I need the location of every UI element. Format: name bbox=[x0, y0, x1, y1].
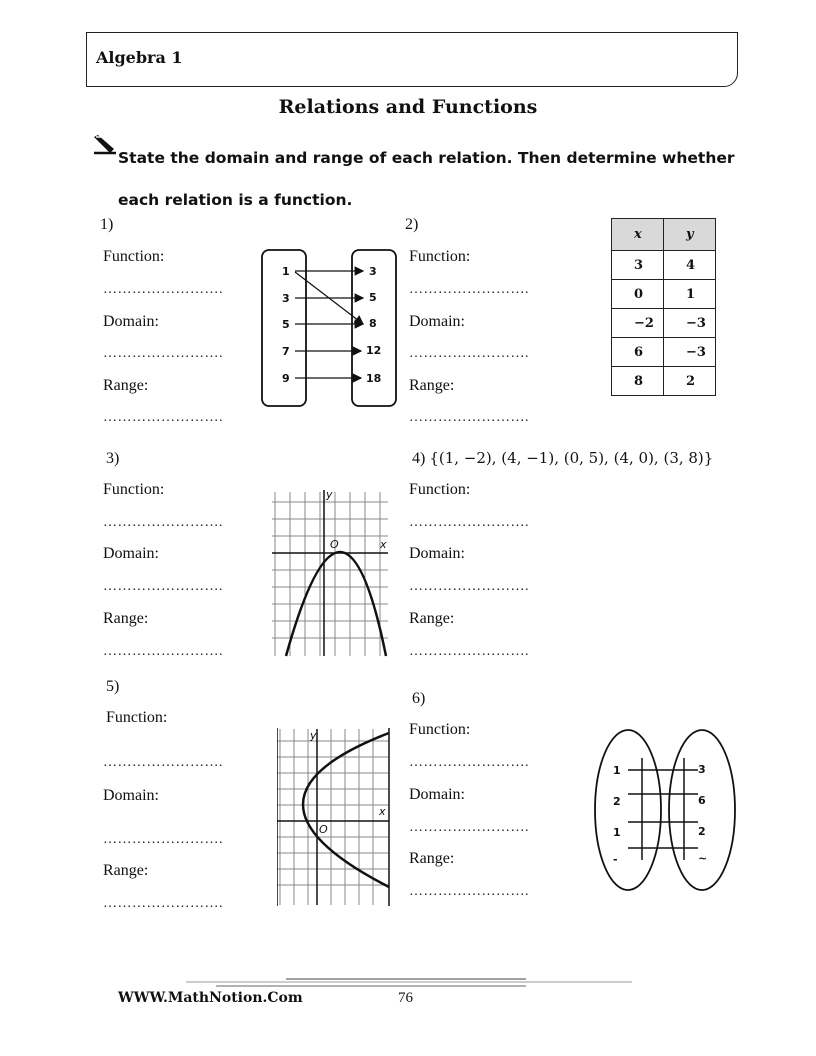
xy-table bbox=[611, 218, 716, 396]
problem-number: 1) bbox=[100, 216, 114, 233]
domain-value: 5 bbox=[282, 318, 290, 331]
answer-blank[interactable]: ……………………. bbox=[103, 832, 223, 847]
subject-label: Algebra 1 bbox=[96, 48, 183, 67]
mapping-diagram-1 bbox=[255, 244, 405, 410]
instruction-text: State the domain and range of each relation. Then determine whether each relation is a function. bbox=[118, 149, 735, 209]
answer-blank[interactable]: ……………………. bbox=[103, 644, 223, 659]
graph-parabola-sideways bbox=[277, 727, 391, 907]
answer-blank[interactable]: ……………………. bbox=[103, 515, 223, 530]
function-label: Function: bbox=[409, 248, 471, 265]
domain-value: 2 bbox=[613, 795, 621, 808]
answer-blank[interactable]: ……………………. bbox=[103, 346, 223, 361]
problem-number: 6) bbox=[412, 690, 426, 707]
function-label: Function: bbox=[106, 709, 168, 726]
graph-parabola-down bbox=[272, 488, 392, 658]
table-cell: −3 bbox=[664, 309, 716, 338]
range-label: Range: bbox=[409, 610, 455, 627]
answer-blank[interactable]: ……………………. bbox=[409, 820, 529, 835]
answer-blank[interactable]: ……………………. bbox=[409, 346, 529, 361]
pencil-icon bbox=[92, 133, 118, 157]
range-value: 2 bbox=[698, 825, 706, 838]
domain-label: Domain: bbox=[103, 545, 159, 562]
y-axis-label: y bbox=[310, 729, 317, 742]
x-axis-label: x bbox=[379, 805, 386, 818]
domain-value: 1 bbox=[613, 826, 621, 839]
footer-site[interactable]: WWW.MathNotion.Com bbox=[118, 990, 303, 1006]
answer-blank[interactable]: ……………………. bbox=[409, 282, 529, 297]
domain-label: Domain: bbox=[409, 786, 465, 803]
range-value: 6 bbox=[698, 794, 706, 807]
relation-set: {(1, −2), (4, −1), (0, 5), (4, 0), (3, 8)} bbox=[429, 449, 714, 467]
answer-blank[interactable]: ……………………. bbox=[409, 755, 529, 770]
domain-oval bbox=[595, 730, 661, 890]
table-cell: 2 bbox=[664, 367, 716, 396]
grid bbox=[272, 492, 388, 656]
x-axis-label: x bbox=[380, 538, 387, 551]
table-cell: 1 bbox=[664, 280, 716, 309]
footer-rule bbox=[186, 976, 632, 990]
table-row bbox=[612, 338, 716, 367]
table-header-y: y bbox=[664, 219, 716, 251]
table-cell: 6 bbox=[612, 338, 664, 367]
answer-blank[interactable]: ……………………. bbox=[103, 579, 223, 594]
domain-value: 7 bbox=[282, 345, 290, 358]
page-title: Relations and Functions bbox=[278, 96, 538, 118]
table-row bbox=[612, 367, 716, 396]
origin-label: O bbox=[330, 538, 339, 551]
answer-blank[interactable]: ……………………. bbox=[103, 282, 223, 297]
range-label: Range: bbox=[409, 850, 455, 867]
domain-label: Domain: bbox=[409, 545, 465, 562]
table-header-x: x bbox=[612, 219, 664, 251]
domain-label: Domain: bbox=[103, 787, 159, 804]
parabola-curve bbox=[303, 733, 389, 887]
function-label: Function: bbox=[409, 721, 471, 738]
range-label: Range: bbox=[103, 377, 149, 394]
table-row bbox=[612, 280, 716, 309]
problem-4 bbox=[412, 449, 713, 468]
domain-label: Domain: bbox=[103, 313, 159, 330]
range-label: Range: bbox=[409, 377, 455, 394]
table-cell: 8 bbox=[612, 367, 664, 396]
answer-blank[interactable]: ……………………. bbox=[409, 644, 529, 659]
answer-blank[interactable]: ……………………. bbox=[103, 896, 223, 911]
mapping-diagram-6 bbox=[592, 728, 738, 894]
table-cell: 4 bbox=[664, 251, 716, 280]
answer-blank[interactable]: ……………………. bbox=[103, 410, 223, 425]
answer-blank[interactable]: ……………………. bbox=[409, 410, 529, 425]
range-value: 5 bbox=[369, 291, 377, 304]
range-value: 18 bbox=[366, 372, 382, 385]
problem-number: 3) bbox=[106, 450, 120, 467]
range-value: 12 bbox=[366, 344, 382, 357]
domain-value: 1 bbox=[613, 764, 621, 777]
table-cell: 3 bbox=[612, 251, 664, 280]
answer-blank[interactable]: ……………………. bbox=[409, 515, 529, 530]
problem-number: 2) bbox=[405, 216, 419, 233]
table-header-row bbox=[612, 219, 716, 251]
function-label: Function: bbox=[103, 481, 165, 498]
answer-blank[interactable]: ……………………. bbox=[409, 579, 529, 594]
function-label: Function: bbox=[409, 481, 471, 498]
domain-value: 3 bbox=[282, 292, 290, 305]
range-value: 8 bbox=[369, 317, 377, 330]
table-cell: 0 bbox=[612, 280, 664, 309]
domain-value: - bbox=[613, 853, 618, 866]
problem-number: 5) bbox=[106, 678, 120, 695]
range-label: Range: bbox=[103, 610, 149, 627]
answer-blank[interactable]: ……………………. bbox=[409, 884, 529, 899]
range-value: 3 bbox=[698, 763, 706, 776]
page-number: 76 bbox=[398, 990, 413, 1006]
table-cell: −3 bbox=[664, 338, 716, 367]
domain-label: Domain: bbox=[409, 313, 465, 330]
table-row bbox=[612, 251, 716, 280]
range-oval bbox=[669, 730, 735, 890]
origin-label: O bbox=[319, 823, 328, 836]
domain-value: 9 bbox=[282, 372, 290, 385]
table-row bbox=[612, 309, 716, 338]
domain-value: 1 bbox=[282, 265, 290, 278]
header-box bbox=[86, 32, 738, 87]
range-value: 3 bbox=[369, 265, 377, 278]
problem-number: 4) bbox=[412, 450, 426, 467]
range-label: Range: bbox=[103, 862, 149, 879]
function-label: Function: bbox=[103, 248, 165, 265]
table-cell: −2 bbox=[612, 309, 664, 338]
answer-blank[interactable]: ……………………. bbox=[103, 755, 223, 770]
mapping-lines bbox=[628, 758, 698, 860]
y-axis-label: y bbox=[326, 488, 333, 501]
range-value: ~ bbox=[698, 852, 708, 865]
